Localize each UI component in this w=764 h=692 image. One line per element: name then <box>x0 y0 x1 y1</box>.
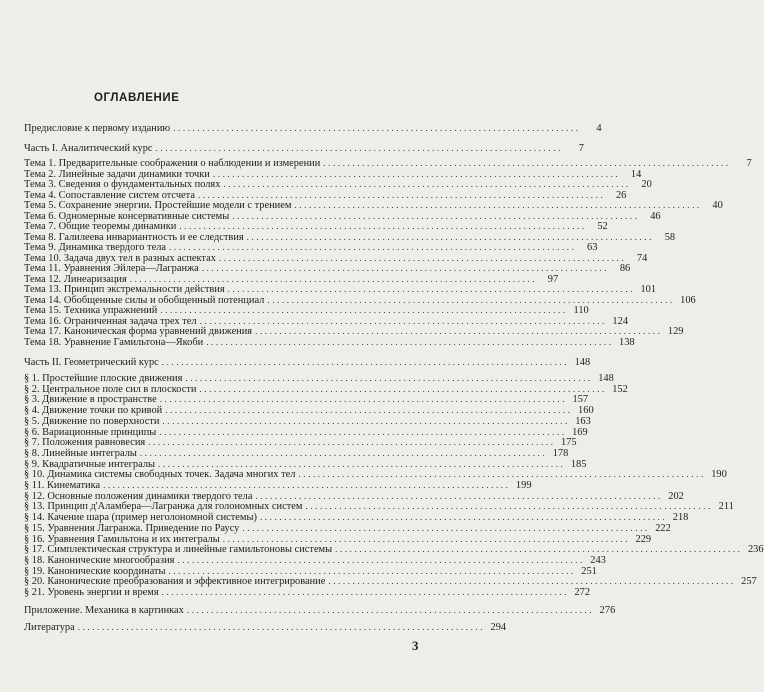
dot-leader: .................................................................................... <box>169 242 577 252</box>
dot-leader: .................................................................................... <box>199 383 607 394</box>
dot-leader: .................................................................................... <box>177 554 585 565</box>
toc-entry-page: 148 <box>598 373 614 384</box>
toc-entry-page: 257 <box>741 576 757 588</box>
toc-entry-label: § 17. Симплектическая структура и линейные гамильтоновы системы <box>24 544 333 556</box>
toc-entry-label: Тема 16. Ограниченная задача трех тел <box>24 315 197 327</box>
dot-leader: .................................................................................... <box>201 263 610 273</box>
dot-leader: .................................................................................... <box>160 305 568 315</box>
toc-entry-page: 211 <box>718 501 734 513</box>
dot-leader: .................................................................................... <box>255 326 663 336</box>
toc-entry-page: 14 <box>630 168 642 180</box>
dot-leader: .................................................................................... <box>222 533 631 544</box>
dot-leader: .................................................................................... <box>199 315 608 326</box>
toc-entry-label: § 12. Основные положения динамики твердого тела <box>24 490 253 502</box>
toc-entry-label: Тема 4. Сопоставление систем отсчета <box>24 189 195 201</box>
toc-entry-label: Тема 5. Сохранение энергии. Простейшие модели с трением <box>24 200 292 211</box>
dot-leader: .................................................................................... <box>165 405 573 416</box>
toc-entry-page: 190 <box>711 469 727 481</box>
dot-leader: .................................................................................... <box>206 336 614 347</box>
dot-leader: .................................................................................... <box>179 221 587 231</box>
toc-entry-label: § 21. Уровень энергии и время <box>24 587 159 598</box>
toc-entry <box>24 586 591 598</box>
dot-leader: .................................................................................... <box>323 158 731 168</box>
toc-entry-label: Тема 18. Уравнение Гамильтона—Якоби <box>24 336 204 348</box>
toc-entry-label: § 1. Простейшие плоские движения <box>24 373 183 384</box>
toc-entry-page: 236 <box>747 544 764 556</box>
dot-leader: .................................................................................... <box>77 622 486 632</box>
dot-leader: .................................................................................... <box>232 210 640 221</box>
dot-leader: .................................................................................... <box>242 522 650 533</box>
toc-entry-label: § 13. Принцип д'Аламбера—Лагранжа для голономных систем <box>24 501 303 513</box>
dot-leader: .................................................................................... <box>162 415 570 426</box>
toc-entry-label: Тема 6. Одномерные консервативные системы <box>24 210 230 222</box>
toc-entry-page: 110 <box>573 305 589 316</box>
toc-entry-label: Тема 17. Каноническая форма уравнений движения <box>24 326 253 337</box>
page-number: 3 <box>412 638 419 653</box>
toc-entry-label: Тема 2. Линейные задачи динамики точки <box>24 168 210 180</box>
toc-entry-page: 243 <box>590 554 606 566</box>
toc-entry-label: § 9. Квадратичные интегралы <box>24 458 155 470</box>
toc-entry-label: § 20. Канонические преобразования и эффективное интегрирование <box>24 576 326 588</box>
toc-entry-page: 152 <box>612 383 628 395</box>
dot-leader: .................................................................................... <box>185 373 593 383</box>
toc-entry-page: 294 <box>490 622 507 633</box>
toc-entry-label: § 5. Движение по поверхности <box>24 415 160 427</box>
toc-entry-page: 185 <box>570 458 587 470</box>
dot-leader: .................................................................................... <box>227 284 636 294</box>
dot-leader: .................................................................................... <box>158 458 566 469</box>
toc-entry-label: Тема 14. Обобщенные силы и обобщенный потенциал <box>24 294 265 306</box>
toc-part <box>24 142 584 154</box>
toc-entry-page: 129 <box>667 326 684 337</box>
dot-leader: .................................................................................... <box>218 252 627 263</box>
toc-entry-page: 46 <box>650 210 661 222</box>
dot-leader: .................................................................................... <box>255 490 663 501</box>
dot-leader: .................................................................................... <box>267 294 675 305</box>
dot-leader: .................................................................................... <box>186 605 595 615</box>
toc-entry-label: Литература <box>24 622 75 633</box>
dot-leader: .................................................................................... <box>305 501 713 512</box>
toc-entry-page: 199 <box>515 480 532 491</box>
dot-leader: .................................................................................... <box>129 273 538 284</box>
dot-leader: .................................................................................... <box>246 231 655 242</box>
dot-leader: .................................................................................... <box>259 512 668 523</box>
toc-entry-label: Тема 7. Общие теоремы динамики <box>24 221 177 232</box>
toc-entry-page: 63 <box>587 242 598 253</box>
dot-leader: .................................................................................... <box>212 168 621 179</box>
toc-entry-page: 58 <box>664 231 676 243</box>
toc-entry <box>24 122 602 134</box>
toc-entry-label: § 8. Линейные интегралы <box>24 447 137 459</box>
dot-leader: .................................................................................... <box>298 469 706 480</box>
toc-entry-label: Тема 3. Сведения о фундаментальных полях <box>24 179 221 190</box>
toc-entry-page: 272 <box>574 587 591 598</box>
toc-entry-label: § 15. Уравнения Лагранжа. Приведение по Раусу <box>24 522 240 534</box>
toc-entry-page: 148 <box>574 357 591 368</box>
toc-entry-page: 251 <box>581 565 597 577</box>
toc-entry-page: 7 <box>578 143 584 154</box>
toc-entry-label: § 14. Качение шара (пример неголономной системы) <box>24 512 257 524</box>
dot-leader: .................................................................................... <box>294 200 702 210</box>
dot-leader: .................................................................................... <box>173 123 581 133</box>
toc-entry <box>24 604 616 616</box>
dot-leader: .................................................................................... <box>161 587 570 597</box>
toc-entry-label: § 3. Движение в пространстве <box>24 394 157 406</box>
toc-entry-label: § 4. Движение точки по кривой <box>24 405 163 417</box>
toc-entry-label: Тема 15. Техника упражнений <box>24 305 158 316</box>
toc-entry-page: 276 <box>599 605 616 616</box>
toc-entry-label: Тема 10. Задача двух тел в разных аспектах <box>24 252 216 264</box>
dot-leader: .................................................................................... <box>168 565 576 576</box>
toc-entry-label: § 7. Положения равновесия <box>24 437 146 449</box>
toc-entry-page: 160 <box>578 405 594 417</box>
toc-entry-label: § 10. Динамика системы свободных точек. Задача многих тел <box>24 469 296 481</box>
dot-leader: .................................................................................... <box>159 394 568 405</box>
dot-leader: .................................................................................... <box>139 447 548 458</box>
toc-entry-page: 229 <box>635 533 652 545</box>
toc-entry-page: 169 <box>572 426 588 438</box>
toc-entry-page: 138 <box>619 336 635 348</box>
dot-leader: .................................................................................... <box>103 480 511 490</box>
toc-entry-label: Приложение. Механика в картинках <box>24 605 184 616</box>
toc-part-label: Часть II. Геометрический курс <box>24 357 159 368</box>
toc-entry <box>24 621 507 633</box>
toc-entry-label: § 6. Вариационные принципы <box>24 426 157 438</box>
toc-entry-page: 7 <box>746 158 752 169</box>
toc-entry-label: § 2. Центральное поле сил в плоскости <box>24 383 197 395</box>
dot-leader: .................................................................................... <box>197 189 606 200</box>
toc-entry-page: 26 <box>615 189 627 201</box>
toc-entry-page: 178 <box>552 447 569 459</box>
toc-entry-label: Тема 13. Принцип экстремальности действия <box>24 284 225 295</box>
toc-entry-page: 4 <box>596 123 602 134</box>
toc-entry-label: § 19. Канонические координаты <box>24 565 166 577</box>
toc-entry-label: § 11. Кинематика <box>24 480 101 491</box>
toc-entry-page: 157 <box>572 394 589 406</box>
toc-entry-page: 222 <box>655 522 671 534</box>
toc-entry-page: 74 <box>636 252 648 264</box>
toc-entry-page: 40 <box>712 200 723 211</box>
toc-entry-page: 218 <box>672 512 689 524</box>
dot-leader: .................................................................................... <box>335 544 743 555</box>
toc-entry-page: 163 <box>575 415 591 427</box>
toc-entry-label: § 18. Канонические многообразия <box>24 554 175 566</box>
toc-part <box>24 356 591 368</box>
toc-entry-page: 106 <box>680 294 696 306</box>
page-title: ОГЛАВЛЕНИЕ <box>94 92 180 104</box>
toc-entry-label: Предисловие к первому изданию <box>24 123 171 134</box>
toc-entry <box>24 336 635 348</box>
toc-entry-page: 202 <box>668 490 684 502</box>
toc-entry-page: 86 <box>619 263 631 274</box>
dot-leader: .................................................................................... <box>159 426 567 437</box>
toc-entry-label: Тема 11. Уравнения Эйлера—Лагранжа <box>24 263 199 274</box>
dot-leader: .................................................................................... <box>161 357 570 367</box>
toc-entry-label: § 16. Уравнения Гамильтона и их интегралы <box>24 533 220 545</box>
dot-leader: .................................................................................... <box>223 179 631 189</box>
toc-entry-page: 101 <box>640 284 657 295</box>
toc-entry-label: Тема 8. Галилеева инвариантность и ее следствия <box>24 231 244 243</box>
toc-entry-label: Тема 1. Предварительные соображения о наблюдении и измерении <box>24 158 321 169</box>
dot-leader: .................................................................................... <box>148 437 556 448</box>
toc-entry-page: 20 <box>641 179 652 190</box>
dot-leader: .................................................................................... <box>328 576 736 587</box>
toc-entry-page: 124 <box>612 315 629 327</box>
toc-entry-page: 97 <box>547 273 559 285</box>
toc-entry-label: Тема 12. Линеаризация <box>24 273 127 285</box>
toc-part-label: Часть I. Аналитический курс <box>24 143 153 154</box>
toc-entry-page: 52 <box>597 221 608 232</box>
toc-entry-page: 175 <box>560 437 577 449</box>
dot-leader: .................................................................................... <box>155 143 563 153</box>
toc-entry-label: Тема 9. Динамика твердого тела <box>24 242 167 253</box>
